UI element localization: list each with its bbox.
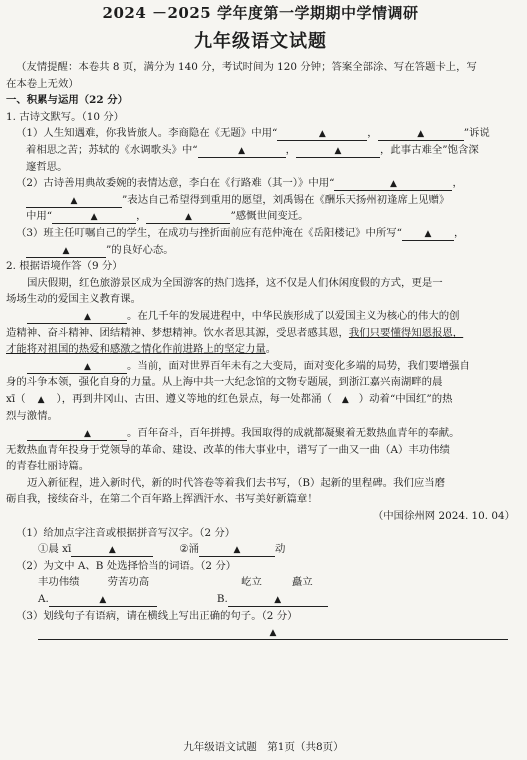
passage-p3-line-3: xī（ ▲ ），再到井冈山、古田、遵义等地的红色景点，每一处都涌（ ▲ ）动着“中国红”的热 bbox=[6, 392, 453, 405]
passage-p5-line-2: 砺自我，接续奋斗，在第二个百年路上挥洒汗水、书写美好新篇章！ bbox=[6, 493, 318, 506]
page-footer: 九年级语文试题 第1页（共8页） bbox=[183, 741, 344, 753]
passage-source: （中国徐州网 2024. 10. 04） bbox=[372, 510, 515, 523]
answer-blank[interactable]: ▲ bbox=[198, 144, 286, 158]
answer-blank[interactable]: ▲ bbox=[27, 310, 127, 324]
q1-s1-line-3: 邃哲思。 bbox=[26, 160, 68, 173]
passage-p4-line-1: ▲ 。百年奋斗，百年拼搏。我国取得的成就都凝聚着无数热血青年的奉献。 bbox=[6, 425, 515, 442]
passage-p4-line-2: 无数热血青年投身于党领导的革命、建设、改革的伟大事业中，谱写了一曲又一曲（A）丰功伟绩 bbox=[6, 443, 450, 456]
passage-p2-line-2: 造精神、奋斗精神、团结精神、梦想精神。饮水者思其源，受思者感其恩，我们只要懂得知恩报恩， bbox=[6, 326, 464, 339]
passage-p3-line-4: 烈与激情。 bbox=[6, 410, 58, 423]
section-1-heading: 一、积累与运用（22 分） bbox=[6, 94, 128, 107]
q2-sub2-prompt: （2）为文中 A、B 处选择恰当的词语。（2 分） bbox=[16, 559, 237, 572]
q2-sub1-answers: ①晨 xī ▲ ②涌 ▲ 动 bbox=[38, 543, 286, 556]
passage-p2-line-1: ▲ 。在几千年的发展进程中，中华民族形成了以爱国主义为核心的伟大的创 bbox=[6, 308, 515, 325]
answer-blank[interactable]: ▲ bbox=[378, 127, 464, 141]
passage-p2-line-3: 才能将对祖国的热爱和感激之情化作前进路上的坚定力量。 bbox=[6, 343, 277, 356]
answer-blank[interactable]: ▲ bbox=[199, 543, 275, 557]
answer-blank[interactable]: ▲ bbox=[52, 210, 136, 224]
answer-blank[interactable]: ▲ bbox=[71, 543, 153, 557]
q1-s1-line-2: 着相思之苦；苏轼的《水调歌头》中“ ▲ ， ▲ ，此事古难全”饱含深 bbox=[26, 143, 479, 156]
passage-p3-line-2: 身的斗争本领，强化自身的力量。从上海中共一大纪念馆的文物专题展，到浙江嘉兴南湖畔的晨 bbox=[6, 376, 443, 389]
q1-s2-line-3: 中用“ ▲ ， ▲ ”感慨世间变迁。 bbox=[26, 210, 309, 223]
underlined-sentence: 我们只要懂得知恩报恩， bbox=[348, 326, 464, 339]
q1-title: 1. 古诗文默写。（10 分） bbox=[6, 110, 125, 123]
answer-blank[interactable]: ▲ bbox=[49, 593, 157, 607]
answer-blank[interactable]: ▲ bbox=[27, 360, 127, 374]
passage-p1-line-1: 国庆假期，红色旅游景区成为全国游客的热门选择，这不仅是人们休闲度假的方式，更是一 bbox=[27, 276, 443, 289]
answer-blank[interactable]: ▲ bbox=[26, 244, 106, 258]
passage-p4-line-3: 的青春壮丽诗篇。 bbox=[6, 460, 90, 473]
exam-header: 2024 －2025 学年度第一学期期中学情调研 bbox=[102, 4, 419, 22]
answer-blank[interactable]: ▲ bbox=[27, 427, 127, 441]
passage-p1-line-2: 场场生动的爱国主义教育课。 bbox=[6, 293, 142, 306]
q2-sub2-answers: A. ▲ B. ▲ bbox=[6, 591, 515, 608]
answer-blank[interactable]: ▲ bbox=[228, 593, 328, 607]
q2-title: 2. 根据语境作答（9 分） bbox=[6, 260, 123, 273]
exam-title: 九年级语文试题 bbox=[194, 31, 327, 52]
answer-blank[interactable]: ▲ bbox=[277, 127, 367, 141]
answer-blank[interactable]: ▲ bbox=[296, 144, 380, 158]
q1-s3-line-1: （3）班主任叮嘱自己的学生，在成功与挫折面前应有范仲淹在《岳阳楼记》中所写“ ▲ ， bbox=[16, 226, 465, 239]
answer-blank[interactable]: ▲ bbox=[334, 177, 452, 191]
answer-blank[interactable]: ▲ bbox=[402, 227, 454, 241]
q2-sub3-answer bbox=[6, 624, 515, 641]
tips-line-2: 在本卷上无效） bbox=[6, 77, 79, 90]
q2-sub1-prompt: （1）给加点字注音或根据拼音写汉字。（2 分） bbox=[16, 526, 236, 539]
q1-s3-line-2: ▲ ”的良好心态。 bbox=[6, 242, 515, 259]
q1-s1-line-1: （1）人生知遇难，你我皆旅人。李商隐在《无题》中用“ ▲ ， ▲ ”诉说 bbox=[16, 127, 490, 140]
q1-s2-line-2: ▲ ”表达自己希望得到重用的愿望，刘禹锡在《酬乐天扬州初逢席上见赠》 bbox=[6, 192, 515, 209]
tips-line-1: （友情提醒：本卷共 8 页，满分为 140 分，考试时间为 120 分钟；答案全部涂、写在答题卡上，写 bbox=[16, 61, 477, 73]
q2-sub2-options: 丰功伟绩 劳苦功高 屹立 矗立 bbox=[38, 576, 313, 589]
q2-sub3-prompt: （3）划线句子有语病，请在横线上写出正确的句子。（2 分） bbox=[16, 609, 298, 622]
q1-s2-line-1: （2）古诗善用典故委婉的表情达意，李白在《行路难（其一）》中用“ ▲ ， bbox=[16, 177, 463, 190]
underlined-sentence: 才能将对祖国的热爱和感激之情化作前进路上的坚定力量 bbox=[6, 343, 266, 356]
answer-blank[interactable]: ▲ bbox=[38, 626, 508, 640]
answer-blank[interactable]: ▲ bbox=[26, 194, 122, 208]
answer-blank[interactable]: ▲ bbox=[146, 210, 230, 224]
passage-p5-line-1: 迈入新征程，进入新时代，新的时代答卷等着我们去书写，（B）起新的里程碑。我们应当磨 bbox=[27, 476, 446, 489]
passage-p3-line-1: ▲ 。当前，面对世界百年未有之大变局，面对变化多端的局势，我们要增强自 bbox=[6, 358, 515, 375]
